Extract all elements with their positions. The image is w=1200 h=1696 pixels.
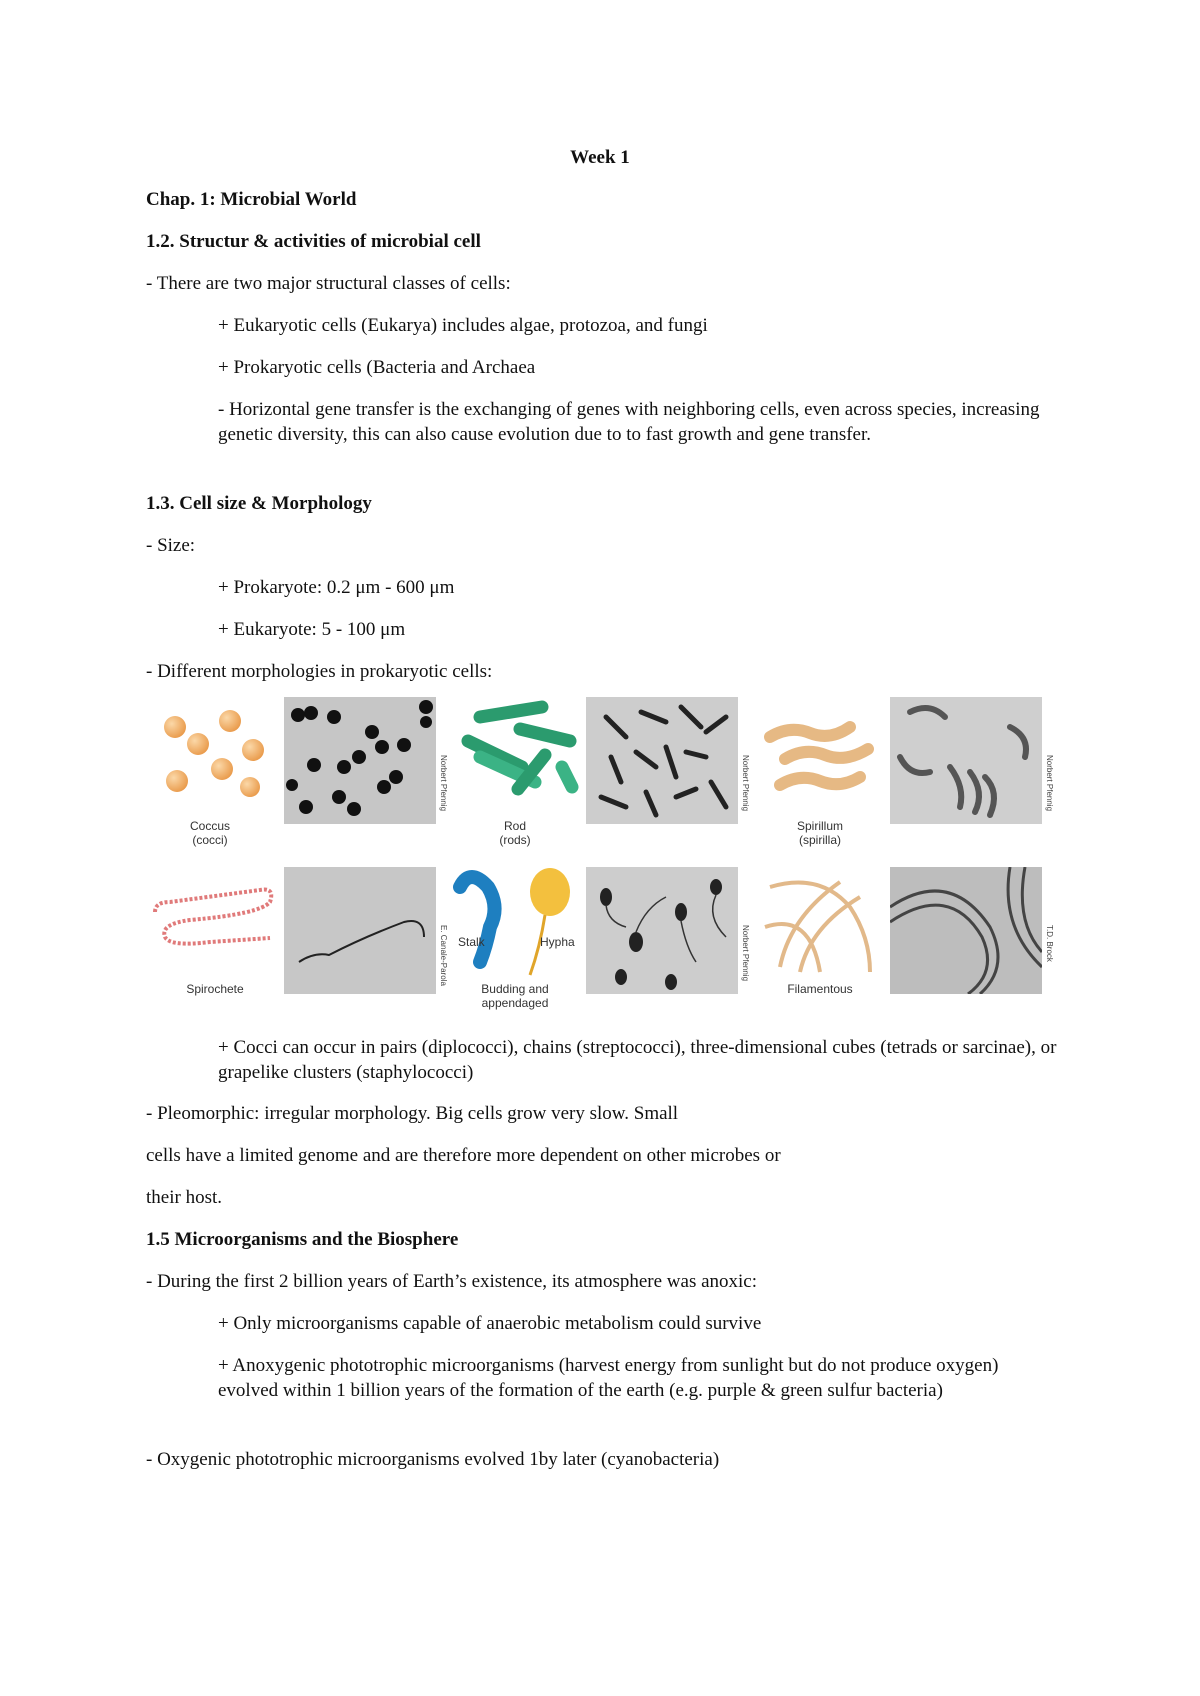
caption-budding — [455, 982, 575, 1010]
caption-text: Budding and — [481, 982, 549, 996]
paragraph: - Different morphologies in prokaryotic cells: — [146, 661, 493, 682]
rod-illustration — [450, 697, 580, 797]
bullet-item: + Prokaryote: 0.2 μm - 600 μm — [218, 577, 455, 598]
section-1-5-heading: 1.5 Microorganisms and the Biosphere — [146, 1229, 459, 1250]
bullet-item: - Horizontal gene transfer is the exchanging of genes with neighboring cells, even across species, increasing genetic diversity, this can also cause evolution due to to fast growth and gene transfer. — [218, 399, 1040, 445]
caption-spirochete: Spirochete — [186, 982, 244, 996]
paragraph: - There are two major structural classes of cells: — [146, 273, 511, 294]
photo-credit: T.D. Brock — [1045, 925, 1054, 962]
caption-text: (rods) — [499, 833, 531, 847]
paragraph: - Pleomorphic: irregular morphology. Big cells grow very slow. Small — [146, 1103, 679, 1124]
section-1-2-heading: 1.2. Structur & activities of microbial cell — [146, 231, 481, 252]
bullet-item: + Eukaryote: 5 - 100 μm — [218, 619, 406, 640]
bullet-item: + Only microorganisms capable of anaerobic metabolism could survive — [218, 1313, 762, 1334]
caption-text: appendaged — [481, 996, 549, 1010]
caption-text: (cocci) — [192, 833, 228, 847]
label-hypha: Hypha — [540, 935, 575, 949]
coccus-micrograph — [284, 697, 436, 824]
photo-credit: Norbert Pfennig — [1045, 755, 1054, 812]
caption-text: Rod — [503, 819, 526, 833]
paragraph: - During the first 2 billion years of Earth’s existence, its atmosphere was anoxic: — [146, 1271, 758, 1292]
paragraph: cells have a limited genome and are therefore more dependent on other microbes or — [146, 1145, 781, 1166]
bullet-item: + Prokaryotic cells (Bacteria and Archaea — [218, 357, 536, 378]
caption-filamentous: Filamentous — [787, 982, 853, 996]
caption-rod — [465, 819, 565, 847]
budding-micrograph — [586, 867, 738, 994]
bullet-item: + Cocci can occur in pairs (diplococci), chains (streptococci), three-dimensional cubes (tetrads or sarcinae), or grapelike clusters (staphylococci) — [218, 1037, 1057, 1083]
caption-text: Spirillum — [796, 819, 843, 833]
caption-text: (spirilla) — [799, 833, 841, 847]
rod-micrograph — [586, 697, 738, 824]
photo-credit: Norbert Pfennig — [741, 925, 750, 982]
spirillum-illustration — [760, 697, 880, 797]
section-1-3-heading: 1.3. Cell size & Morphology — [146, 493, 372, 514]
label-stalk: Stalk — [458, 935, 485, 949]
paragraph: - Size: — [146, 535, 196, 556]
paragraph: - Oxygenic phototrophic microorganisms evolved 1by later (cyanobacteria) — [146, 1449, 720, 1470]
coccus-illustration — [150, 697, 270, 797]
paragraph: their host. — [146, 1187, 222, 1208]
photo-credit: E. Canale-Parola — [439, 925, 448, 986]
spirillum-micrograph — [890, 697, 1042, 824]
filamentous-micrograph — [890, 867, 1042, 994]
caption-text: Coccus — [189, 819, 230, 833]
page-title: Week 1 — [570, 147, 630, 168]
chapter-heading: Chap. 1: Microbial World — [146, 189, 357, 210]
bullet-item: + Eukaryotic cells (Eukarya) includes algae, protozoa, and fungi — [218, 315, 708, 336]
photo-credit: Norbert Pfennig — [741, 755, 750, 812]
caption-coccus — [160, 819, 260, 847]
caption-spirillum — [770, 819, 870, 847]
photo-credit: Norbert Pfennig — [439, 755, 448, 812]
bullet-item: + Anoxygenic phototrophic microorganisms (harvest energy from sunlight but do not produce oxygen) evolved within 1 billion years of the formation of the earth (e.g. purple & green sulfur bacteria) — [218, 1355, 999, 1401]
spirochete-micrograph — [284, 867, 436, 994]
budding-illustration — [450, 867, 580, 977]
spirochete-illustration — [150, 872, 280, 962]
filamentous-illustration — [760, 867, 880, 977]
morphology-figure — [150, 697, 1060, 1017]
